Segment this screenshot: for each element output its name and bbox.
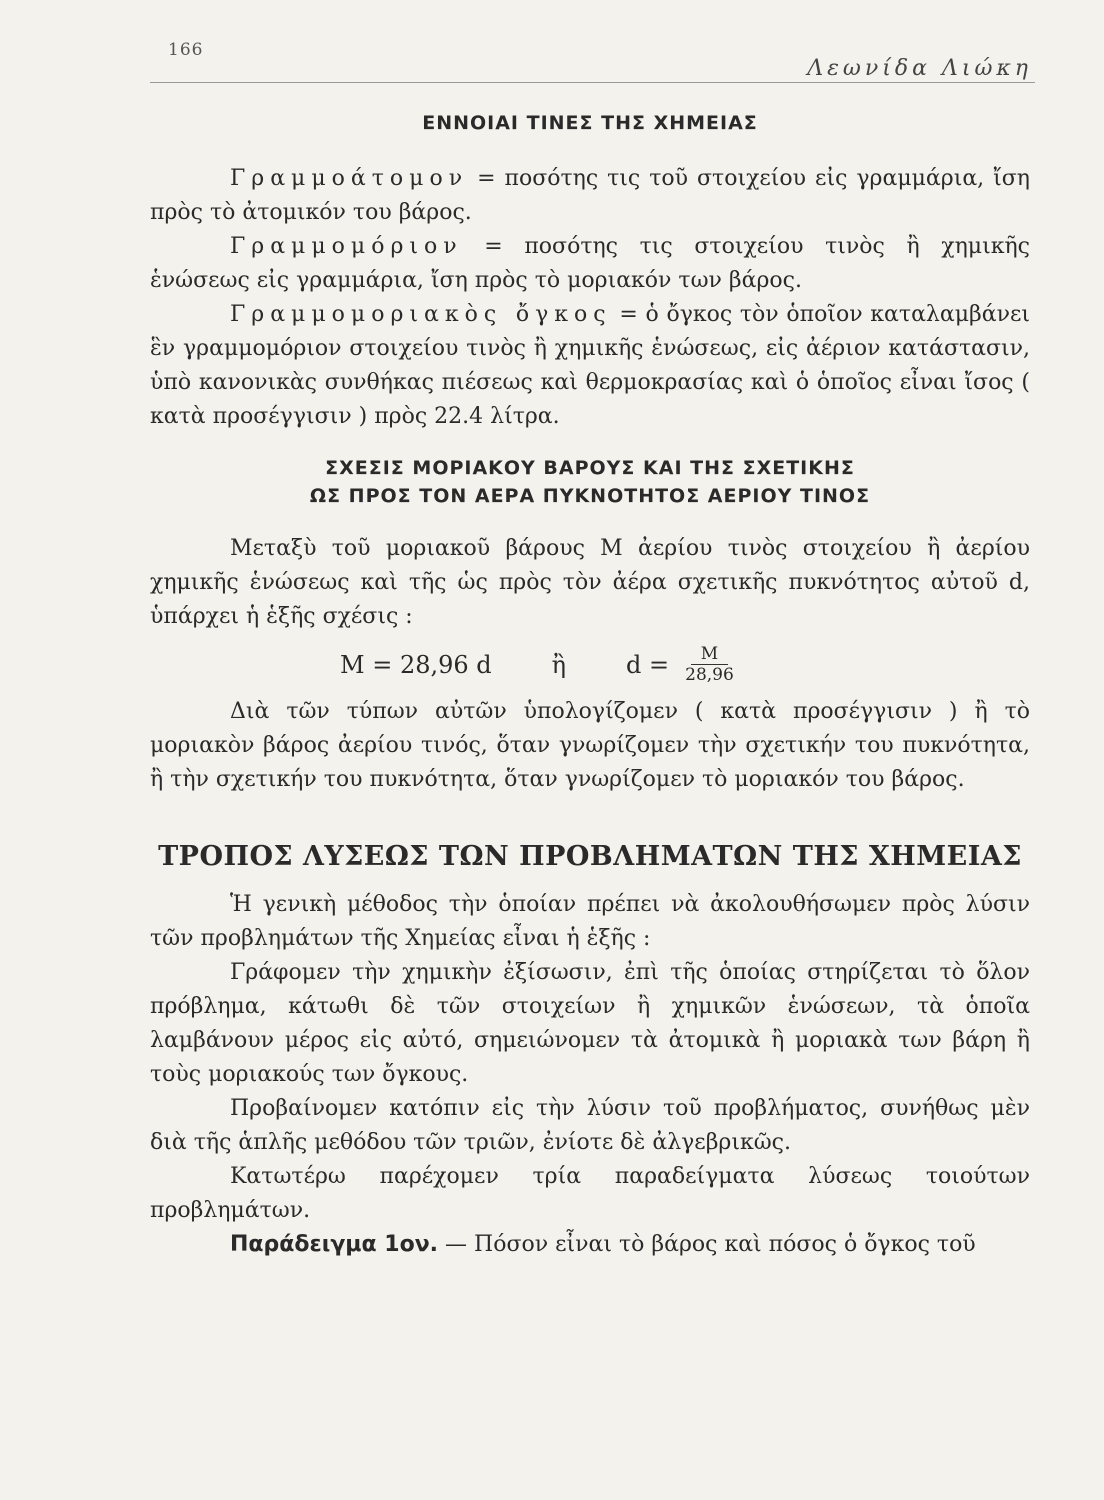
definition-text: = ποσότης τις στοιχείου τινὸς ἢ χημικῆς ἑνώσεως εἰς γραμμάρια, ἴση πρὸς τὸ μοριακόν των βάρος. (150, 234, 1030, 293)
definition-text: = ὁ ὄγκος τὸν ὁποῖον καταλαμβάνει ἓν γραμμομόριον στοιχείου τινὸς ἢ χημικῆς ἑνώσεως, εἰς ἀέριον κατάστασιν, ὑπὸ κανονικὰς συνθήκας πιέσεως καὶ θερμοκρασίας καὶ ὁ ὁποῖος εἶναι ἴσος ( κατὰ προσέγγισιν ) πρὸς 22.4 λίτρα. (150, 302, 1030, 429)
section-title-line: ΣΧΕΣΙΣ ΜΟΡΙΑΚΟΥ ΒΑΡΟΥΣ ΚΑΙ ΤΗΣ ΣΧΕΤΙΚΗΣ (325, 457, 855, 479)
header-rule (150, 82, 1035, 83)
example-text: — Πόσον εἶναι τὸ βάρος καὶ πόσος ὁ ὄγκος τοῦ (438, 1232, 976, 1257)
section-title-problem-solving: ΤΡΟΠΟΣ ΛΥΣΕΩΣ ΤΩΝ ΠΡΟΒΛΗΜΑΤΩΝ ΤΗΣ ΧΗΜΕΙΑΣ (158, 841, 1022, 872)
relation-intro-paragraph: Μεταξὺ τοῦ μοριακοῦ βάρους Μ ἀερίου τινὸς στοιχείου ἢ ἀερίου χημικῆς ἑνώσεως καὶ τῆς ὡς πρὸς τὸν ἀέρα σχετικῆς πυκνότητος αὐτοῦ d, ὑπάρχει ἡ ἑξῆς σχέσις : (150, 536, 1030, 629)
formula-fraction (675, 644, 744, 685)
example-label: Παράδειγμα 1ον. (230, 1232, 439, 1257)
method-paragraph-2: Γράφομεν τὴν χημικὴν ἐξίσωσιν, ἐπὶ τῆς ὁποίας στηρίζεται τὸ ὅλον πρόβλημα, κάτωθι δὲ τῶν στοιχείων ἢ χημικῶν ἑνώσεων, τὰ ὁποῖα λαμβάνουν μέρος εἰς αὐτό, σημειώνομεν τὰ ἀτομικὰ ἢ μοριακὰ των βάρη ἢ τοὺς μοριακούς των ὄγκους. (150, 960, 1030, 1087)
section-title-molar-weight-density (150, 454, 1030, 510)
running-head: Λεωνίδα Λιώκη (807, 56, 1032, 81)
definition-term: Γραμμομοριακὸς ὄγκος (230, 302, 612, 327)
definition-gram-molecule (150, 230, 1030, 298)
definition-term: Γραμμοάτομον (230, 166, 469, 191)
relation-explanation-paragraph: Διὰ τῶν τύπων αὐτῶν ὑπολογίζομεν ( κατὰ προσέγγισιν ) ἢ τὸ μοριακὸν βάρος ἀερίου τινός, ὅταν γνωρίζομεν τὴν σχετικήν του πυκνότητα, ἢ τὴν σχετικήν του πυκνότητα, ὅταν γνωρίζομεν τὸ μοριακόν του βάρος. (150, 699, 1030, 792)
definition-molar-volume (150, 298, 1030, 434)
method-paragraph-3: Προβαίνομεν κατόπιν εἰς τὴν λύσιν τοῦ προβλήματος, συνήθως μὲν διὰ τῆς ἁπλῆς μεθόδου τῶν τριῶν, ἐνίοτε δὲ ἀλγεβρικῶς. (150, 1096, 1030, 1155)
formula-left: Μ = 28,96 d (340, 650, 492, 679)
formula-right-lhs: d = (626, 650, 670, 679)
section-title-concepts: ΕΝΝΟΙΑΙ ΤΙΝΕΣ ΤΗΣ ΧΗΜΕΙΑΣ (422, 112, 758, 134)
definition-text: = ποσότης τις τοῦ στοιχείου εἰς γραμμάρια, ἴση πρὸς τὸ ἀτομικόν του βάρος. (150, 166, 1030, 225)
example-1-paragraph (150, 1228, 1030, 1262)
formula-right (626, 644, 744, 685)
method-paragraph-4: Κατωτέρω παρέχομεν τρία παραδείγματα λύσεως τοιούτων προβλημάτων. (150, 1164, 1030, 1223)
page-number: 166 (168, 40, 204, 60)
fraction-denominator: 28,96 (685, 665, 734, 685)
section-title-line: ΩΣ ΠΡΟΣ ΤΟΝ ΑΕΡΑ ΠΥΚΝΟΤΗΤΟΣ ΑΕΡΙΟΥ ΤΙΝΟΣ (309, 485, 871, 507)
page-body (150, 112, 1030, 1262)
fraction-numerator: M (691, 644, 728, 665)
relation-formula (340, 644, 1030, 685)
definition-term: Γραμμομόριον (230, 234, 463, 259)
definition-gram-atom (150, 162, 1030, 230)
method-paragraph-1: Ἡ γενικὴ μέθοδος τὴν ὁποίαν πρέπει νὰ ἀκολουθήσωμεν πρὸς λύσιν τῶν προβλημάτων τῆς Χημείας εἶναι ἡ ἑξῆς : (150, 892, 1030, 951)
formula-or: ἢ (551, 650, 567, 679)
